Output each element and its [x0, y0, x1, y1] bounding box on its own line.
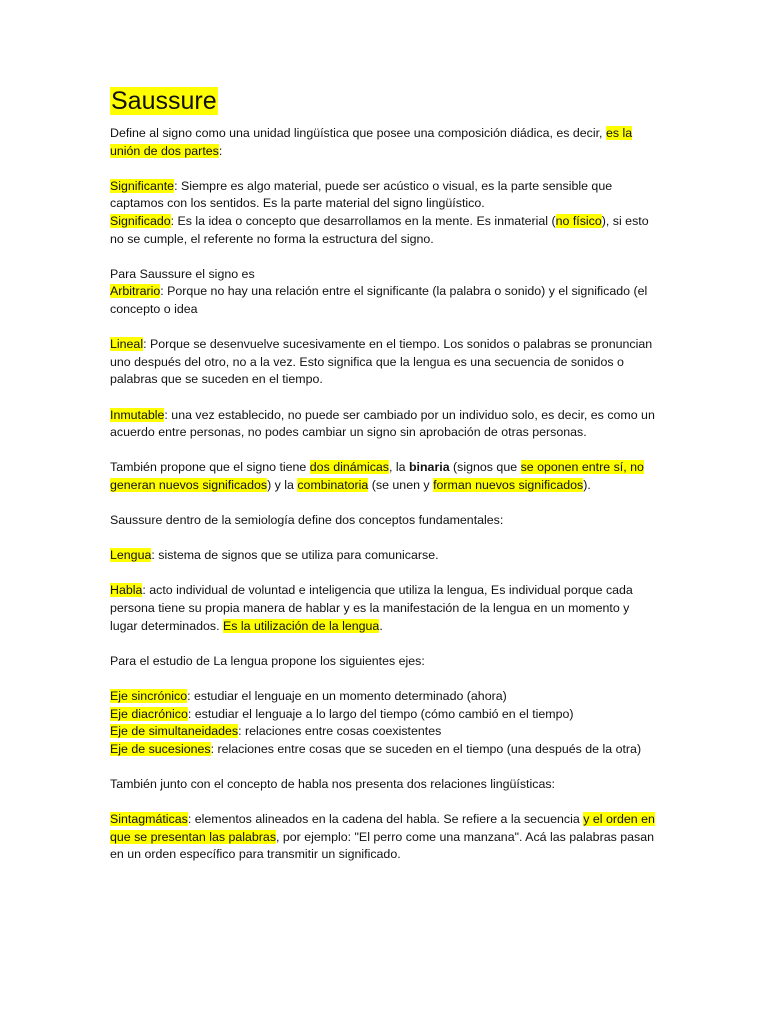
- highlight: dos dinámicas: [309, 460, 389, 475]
- term-sintagmaticas: Sintagmáticas: [110, 812, 188, 827]
- arbitrario-paragraph: Arbitrario: Porque no hay una relación entre el significante (la palabra o sonido) y el significado (el concepto o idea: [110, 284, 648, 316]
- highlight: y el orden en que se presentan las palabras: [110, 812, 655, 844]
- term-eje: Eje sincrónico: [110, 689, 188, 703]
- lengua-paragraph: Lengua: sistema de signos que se utiliza para comunicarse.: [110, 548, 439, 563]
- highlight: se oponen entre sí, no generan nuevos significados: [110, 460, 644, 492]
- term-eje: Eje diacrónico: [110, 706, 188, 721]
- habla-paragraph: Habla: acto individual de voluntad e inteligencia que utiliza la lengua, Es individual porque cada persona tiene su propia manera de hablar y es la manifestación de la lengua en un momento y lugar determinados. Es la utilización de la lengua.: [110, 583, 633, 633]
- highlight: combinatoria: [297, 477, 369, 492]
- sintagmaticas-paragraph: Sintagmáticas: elementos alineados en la cadena del habla. Se refiere a la secuencia y el orden en que se presentan las palabras, por ejemplo: "El perro come una manzana". Acá las palabras pasan en un orden específico para transmitir un significado.: [110, 812, 655, 862]
- term-inmutable: Inmutable: [110, 407, 165, 422]
- significado-paragraph: Significado: Es la idea o concepto que desarrollamos en la mente. Es inmaterial (no físico), si esto no se cumple, el referente no forma la estructura del signo.: [110, 213, 649, 246]
- term-arbitrario: Arbitrario: [110, 284, 161, 299]
- eje-simultaneidades: Eje de simultaneidades: relaciones entre cosas coexistentes: [110, 724, 442, 739]
- bold-term-binaria: binaria: [408, 460, 450, 475]
- title-highlight: Saussure: [111, 87, 217, 115]
- term-significante: Significante: [110, 178, 175, 193]
- para-saussure-line: Para Saussure el signo es: [110, 266, 255, 281]
- term-eje: Eje de sucesiones: [110, 741, 211, 756]
- term-lengua: Lengua: [110, 548, 152, 563]
- eje-sincronico: Eje sincrónico: estudiar el lenguaje en un momento determinado (ahora): [110, 689, 507, 703]
- term-significado: Significado: [110, 213, 171, 228]
- highlight: Es la utilización de la lengua: [222, 618, 380, 633]
- term-lineal: Lineal: [110, 337, 144, 352]
- highlight: forman nuevos significados: [433, 477, 584, 492]
- ejes-intro-line: Para el estudio de La lengua propone los siguientes ejes:: [110, 653, 425, 668]
- highlight: no físico: [555, 213, 602, 228]
- highlight: es la unión de dos partes: [110, 126, 633, 158]
- eje-sucesiones: Eje de sucesiones: relaciones entre cosas que se suceden en el tiempo (una después de la otra): [110, 741, 642, 756]
- document-page: [110, 86, 655, 864]
- eje-diacronico: Eje diacrónico: estudiar el lenguaje a lo largo del tiempo (cómo cambió en el tiempo): [110, 706, 574, 721]
- relaciones-intro-line: También junto con el concepto de habla nos presenta dos relaciones lingüísticas:: [110, 776, 555, 791]
- lineal-paragraph: Lineal: Porque se desenvuelve sucesivamente en el tiempo. Los sonidos o palabras se pronuncian uno después del otro, no a la vez. Esto significa que la lengua es una secuencia de sonidos o palabras que se suceden en el tiempo.: [110, 337, 653, 387]
- document-title: [110, 86, 655, 116]
- dinamicas-paragraph: También propone que el signo tiene dos dinámicas, la binaria (signos que se oponen entre sí, no generan nuevos significados) y la combinatoria (se unen y forman nuevos significados).: [110, 460, 644, 492]
- term-eje: Eje de simultaneidades: [110, 724, 239, 739]
- significante-paragraph: Significante: Siempre es algo material, puede ser acústico o visual, es la parte sensible que captamos con los sentidos. Es la parte material del signo lingüístico.: [110, 178, 613, 211]
- term-habla: Habla: [110, 583, 143, 598]
- intro-paragraph: Define al signo como una unidad lingüística que posee una composición diádica, es decir, es la unión de dos partes:: [110, 126, 633, 158]
- semiologia-line: Saussure dentro de la semiología define dos conceptos fundamentales:: [110, 513, 504, 528]
- inmutable-paragraph: Inmutable: una vez establecido, no puede ser cambiado por un individuo solo, es decir, es como un acuerdo entre personas, no podes cambiar un signo sin aprobación de otras personas.: [110, 407, 655, 440]
